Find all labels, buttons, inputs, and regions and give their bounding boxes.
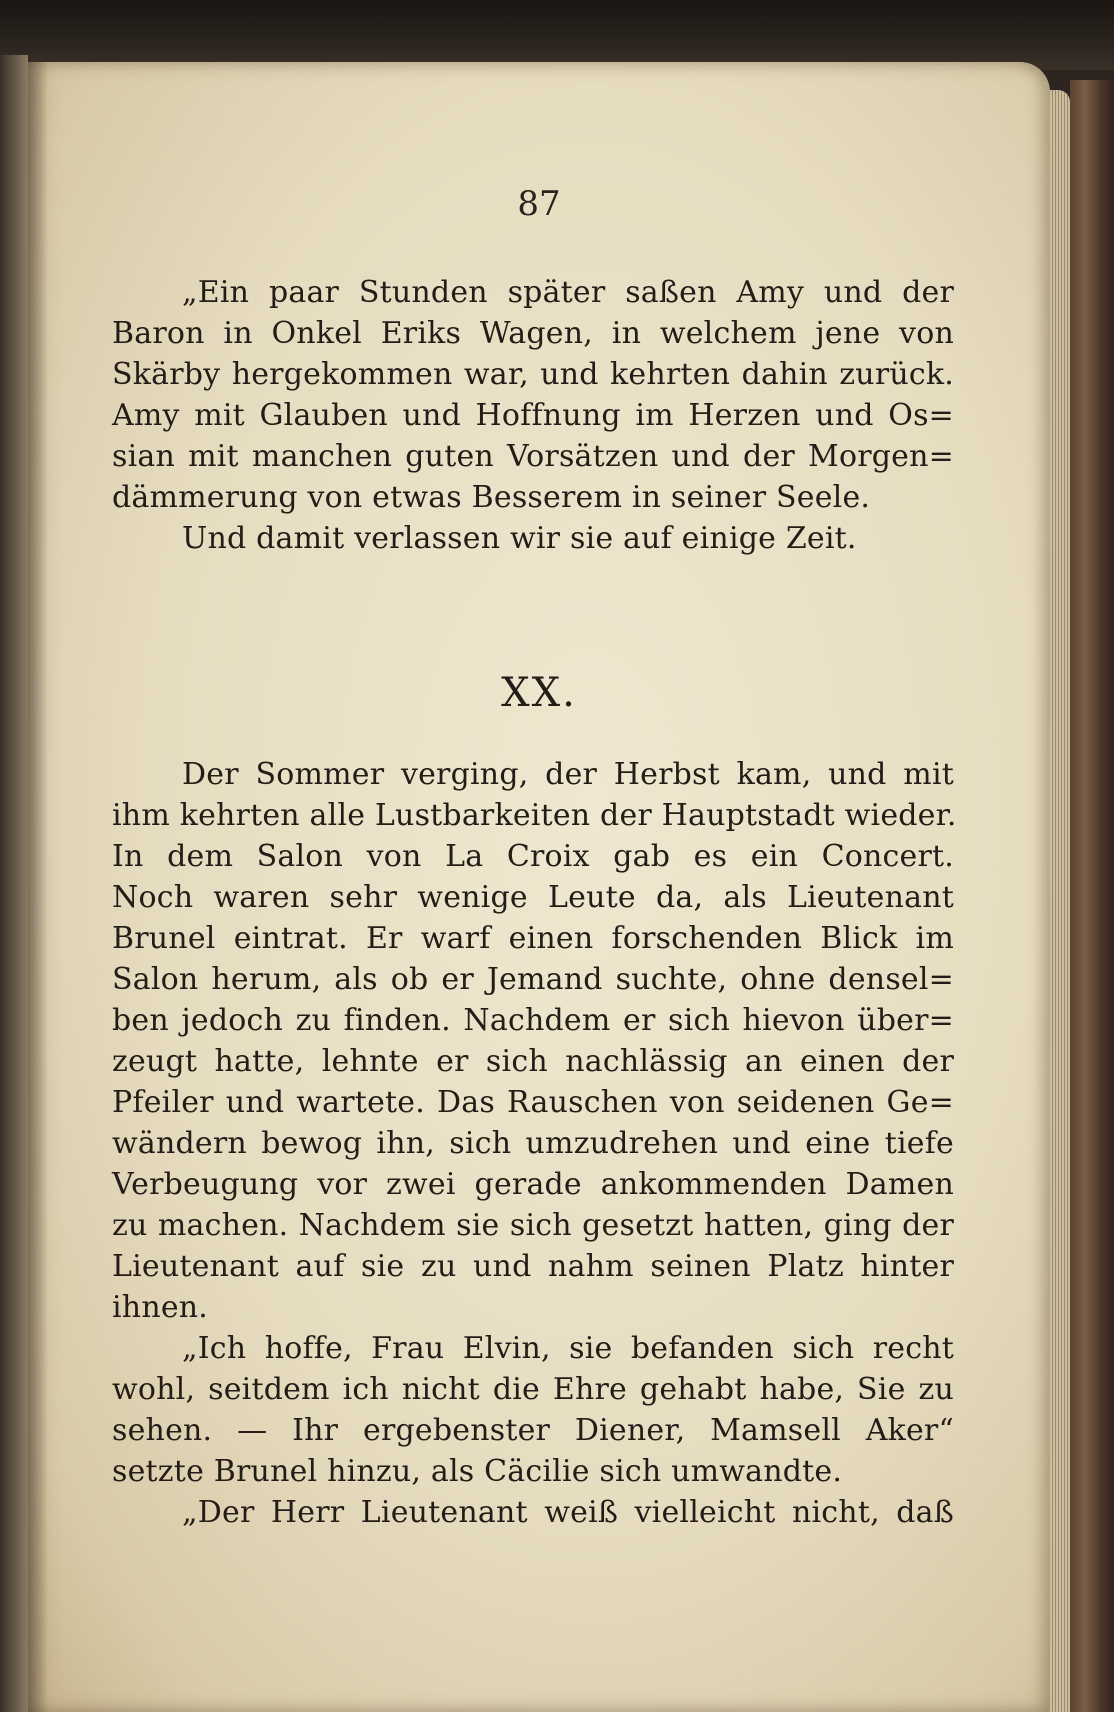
text-line: Baron in Onkel Eriks Wagen, in welchem jene von xyxy=(112,316,954,351)
text-line: sian mit manchen guten Vorsätzen und der Morgen= xyxy=(112,439,954,474)
text-line: Amy mit Glauben und Hoffnung im Herzen und Os= xyxy=(112,398,954,433)
text-line: Der Sommer verging, der Herbst kam, und mit xyxy=(182,757,954,792)
text-line: sehen. — Ihr ergebenster Diener, Mamsell Aker“ xyxy=(112,1413,954,1448)
text-line: zu machen. Nachdem sie sich gesetzt hatten, ging der xyxy=(112,1208,954,1243)
book-cover-right xyxy=(1070,80,1114,1712)
text-line: Brunel eintrat. Er warf einen forschenden Blick im xyxy=(112,921,954,956)
text-line: „Der Herr Lieutenant weiß vielleicht nicht, daß xyxy=(182,1495,954,1530)
text-line: „Ein paar Stunden später saßen Amy und der xyxy=(182,275,954,310)
page-gutter-shadow xyxy=(28,62,48,1712)
text-line: dämmerung von etwas Besserem in seiner Seele. xyxy=(112,480,871,515)
page-number: 87 xyxy=(517,184,561,224)
book-cover-left xyxy=(0,55,28,1712)
page-edges xyxy=(1050,90,1070,1712)
paragraph-2 xyxy=(112,754,957,1533)
book-cover-top xyxy=(0,0,1114,70)
text-line: wändern bewog ihn, sich umzudrehen und eine tiefe xyxy=(112,1126,954,1161)
book-page xyxy=(28,62,1050,1712)
text-line: zeugt hatte, lehnte er sich nachlässig an einen der xyxy=(112,1044,954,1079)
text-line: Lieutenant auf sie zu und nahm seinen Platz hinter xyxy=(112,1249,954,1284)
text-line: Und damit verlassen wir sie auf einige Zeit. xyxy=(182,521,857,556)
chapter-heading: XX. xyxy=(501,670,577,716)
text-line: ihm kehrten alle Lustbarkeiten der Hauptstadt wieder. xyxy=(112,798,957,833)
text-line: Salon herum, als ob er Jemand suchte, ohne densel= xyxy=(112,962,954,997)
text-line: ihnen. xyxy=(112,1290,209,1325)
text-line: Pfeiler und wartete. Das Rauschen von seidenen Ge= xyxy=(112,1085,954,1120)
text-line: Verbeugung vor zwei gerade ankommenden Damen xyxy=(112,1167,954,1202)
text-line: wohl, seitdem ich nicht die Ehre gehabt habe, Sie zu xyxy=(112,1372,954,1407)
text-line: ben jedoch zu finden. Nachdem er sich hievon über= xyxy=(112,1003,954,1038)
text-line: setzte Brunel hinzu, als Cäcilie sich umwandte. xyxy=(112,1454,843,1489)
text-line: „Ich hoffe, Frau Elvin, sie befanden sich recht xyxy=(182,1331,954,1366)
text-line: Skärby hergekommen war, und kehrten dahin zurück. xyxy=(112,357,954,392)
text-line: Noch waren sehr wenige Leute da, als Lieutenant xyxy=(112,880,954,915)
text-line: In dem Salon von La Croix gab es ein Concert. xyxy=(112,839,954,874)
paragraph-1 xyxy=(112,272,954,559)
